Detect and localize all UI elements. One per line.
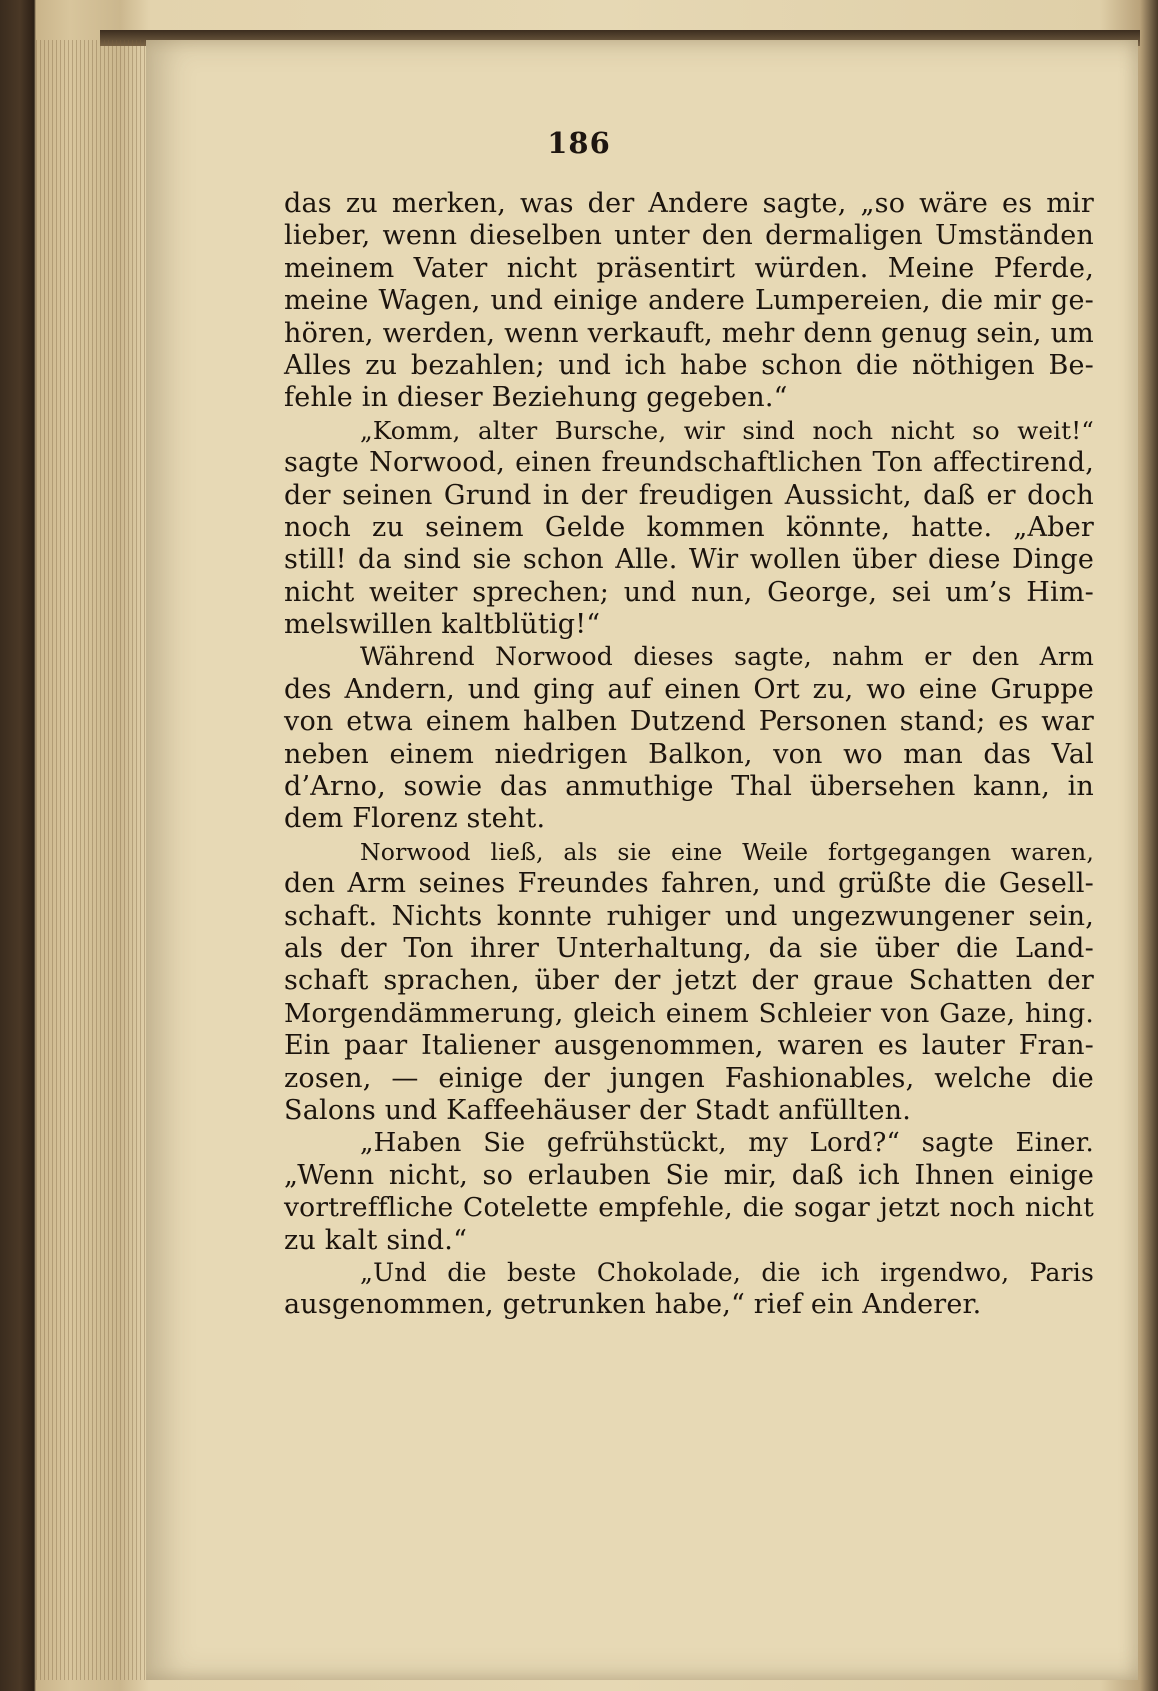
text-line: still! da sind sie schon Alle. Wir wollen über diese Dinge bbox=[284, 544, 1094, 576]
text-line: d’Arno, sowie das anmuthige Thal übersehen kann, in bbox=[284, 771, 1094, 803]
text-line: des Andern, und ging auf einen Ort zu, wo eine Gruppe bbox=[284, 673, 1094, 705]
page-number: 186 bbox=[547, 126, 611, 160]
text-line: vortreffliche Cotelette empfehle, die sogar jetzt noch nicht bbox=[284, 1192, 1094, 1224]
body-text bbox=[284, 188, 1094, 1322]
text-line: ausgenommen, getrunken habe,“ rief ein Anderer. bbox=[284, 1289, 982, 1321]
text-line: schaft sprachen, über der jetzt der graue Schatten der bbox=[284, 965, 1094, 997]
page-edges bbox=[36, 40, 146, 1680]
text-line: melswillen kaltblütig!“ bbox=[284, 609, 601, 641]
text-line: neben einem niedrigen Balkon, von wo man das Val bbox=[284, 738, 1094, 770]
text-line: Alles zu bezahlen; und ich habe schon die nöthigen Be- bbox=[284, 349, 1094, 381]
text-line: Norwood ließ, als sie eine Weile fortgegangen waren, bbox=[360, 837, 1094, 866]
text-line: hören, werden, wenn verkauft, mehr denn genug sein, um bbox=[284, 317, 1094, 349]
text-line: Ein paar Italiener ausgenommen, waren es lauter Fran- bbox=[284, 1030, 1094, 1062]
text-line: „Haben Sie gefrühstückt, my Lord?“ sagte Einer. bbox=[360, 1128, 1094, 1159]
text-line: zosen, — einige der jungen Fashionables, welche die bbox=[284, 1062, 1094, 1094]
text-line: sagte Norwood, einen freundschaftlichen Ton affectirend, bbox=[284, 447, 1094, 479]
text-line: Während Norwood dieses sagte, nahm er den Arm bbox=[360, 642, 1094, 672]
text-line: meinem Vater nicht präsentirt würden. Meine Pferde, bbox=[284, 252, 1094, 284]
text-line: schaft. Nichts konnte ruhiger und ungezwungener sein, bbox=[284, 900, 1094, 932]
text-line: „Komm, alter Bursche, wir sind noch nicht so weit!“ bbox=[360, 415, 1094, 445]
text-line: Morgendämmerung, gleich einem Schleier von Gaze, hing. bbox=[284, 997, 1094, 1029]
text-line: dem Florenz steht. bbox=[284, 803, 546, 835]
text-line: lieber, wenn dieselben unter den dermaligen Umständen bbox=[284, 220, 1094, 252]
text-line: meine Wagen, und einige andere Lumpereien, die mir ge- bbox=[284, 285, 1094, 317]
text-line: den Arm seines Freundes fahren, und grüßte die Gesell- bbox=[284, 868, 1094, 900]
text-line: als der Ton ihrer Unterhaltung, da sie über die Land- bbox=[284, 932, 1094, 964]
text-line: Salons und Kaffeehäuser der Stadt anfüllten. bbox=[284, 1094, 912, 1126]
text-line: fehle in dieser Beziehung gegeben.“ bbox=[284, 382, 788, 414]
text-line: zu kalt sind.“ bbox=[284, 1224, 468, 1256]
text-line: „Wenn nicht, so erlauben Sie mir, daß ich Ihnen einige bbox=[284, 1159, 1094, 1191]
text-line: „Und die beste Chokolade, die ich irgendwo, Paris bbox=[360, 1257, 1094, 1287]
text-line: der seinen Grund in der freudigen Aussicht, daß er doch bbox=[284, 479, 1094, 511]
text-line: das zu merken, was der Andere sagte, „so wäre es mir bbox=[284, 188, 1094, 219]
text-line: von etwa einem halben Dutzend Personen stand; es war bbox=[284, 706, 1094, 738]
text-line: nicht weiter sprechen; und nun, George, sei um’s Him- bbox=[284, 576, 1094, 608]
text-line: noch zu seinem Gelde kommen könnte, hatte. „Aber bbox=[284, 511, 1094, 543]
